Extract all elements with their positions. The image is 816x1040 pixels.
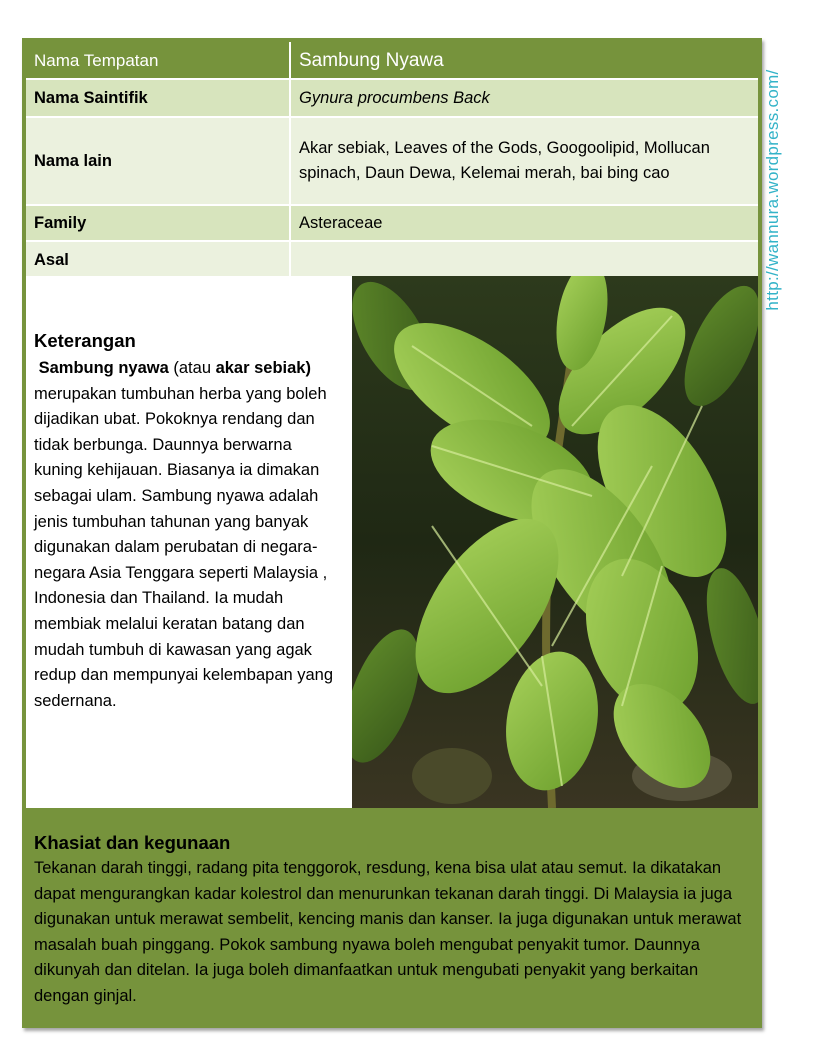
header-value: Sambung Nyawa (299, 49, 444, 71)
url-text[interactable]: http://wannura.wordpress.com/ (763, 69, 782, 311)
description-panel (26, 276, 352, 808)
info-table (26, 42, 758, 278)
row-label: Nama Saintifik (26, 80, 291, 116)
table-row-other-names (26, 118, 758, 206)
table-row-family (26, 206, 758, 242)
table-row-origin (26, 242, 758, 278)
benefits-text: Tekanan darah tinggi, radang pita tenggorok, resdung, kena bisa ulat atau semut. Ia dikatakan dapat mengurangkan kadar kolestrol dan menurunkan tekanan darah tinggi. Di Malaysia ia juga digunakan untuk merawat sembelit, kencing manis dan kanser. Ia juga digunakan untuk merawat masalah buah pinggang. Pokok sambung nyawa boleh mengubat penyakit tumor. Daunnya dikunyah dan ditelan. Ia juga boleh dimanfaatkan untuk mengubati penyakit yang berkaitan dengan ginjal. (34, 859, 742, 1005)
row-value: Akar sebiak, Leaves of the Gods, Googoolipid, Mollucan spinach, Daun Dewa, Kelemai merah, bai bing cao (299, 139, 710, 182)
table-row-scientific-name (26, 80, 758, 118)
plant-photo (352, 276, 758, 808)
row-value: Gynura procumbens Back (299, 88, 490, 107)
term-akar-sebiak: akar sebiak) (215, 359, 311, 377)
description-title: Keterangan (34, 330, 136, 351)
table-header-row (26, 42, 758, 80)
info-card (22, 38, 762, 1028)
description-text (34, 356, 344, 714)
row-label: Family (26, 206, 291, 240)
header-label: Nama Tempatan (26, 42, 291, 78)
benefits-section (26, 814, 758, 1010)
description-part1: (atau (168, 359, 216, 377)
row-value (291, 242, 758, 278)
row-label: Nama lain (26, 118, 291, 204)
row-value: Asteraceae (299, 213, 383, 232)
vertical-url[interactable] (763, 42, 783, 338)
row-label: Asal (26, 242, 291, 278)
benefits-title: Khasiat dan kegunaan (34, 832, 231, 853)
term-sambung-nyawa: Sambung nyawa (38, 359, 169, 377)
description-part2: merupakan tumbuhan herba yang boleh dijadikan ubat. Pokoknya rendang dan tidak berbunga. Daunnya berwarna kuning kehijauan. Biasanya ia dimakan sebagai ulam. Sambung nyawa adalah jenis tumbuhan tahunan yang banyak digunakan dalam perubatan di negara-negara Asia Tenggara seperti Malaysia , Indonesia dan Thailand. Ia mudah membiak melalui keratan batang dan mudah tumbuh di kawasan yang agak redup dan mempunyai kelembapan yang sedernana. (34, 384, 334, 710)
plant-illustration (352, 276, 758, 808)
